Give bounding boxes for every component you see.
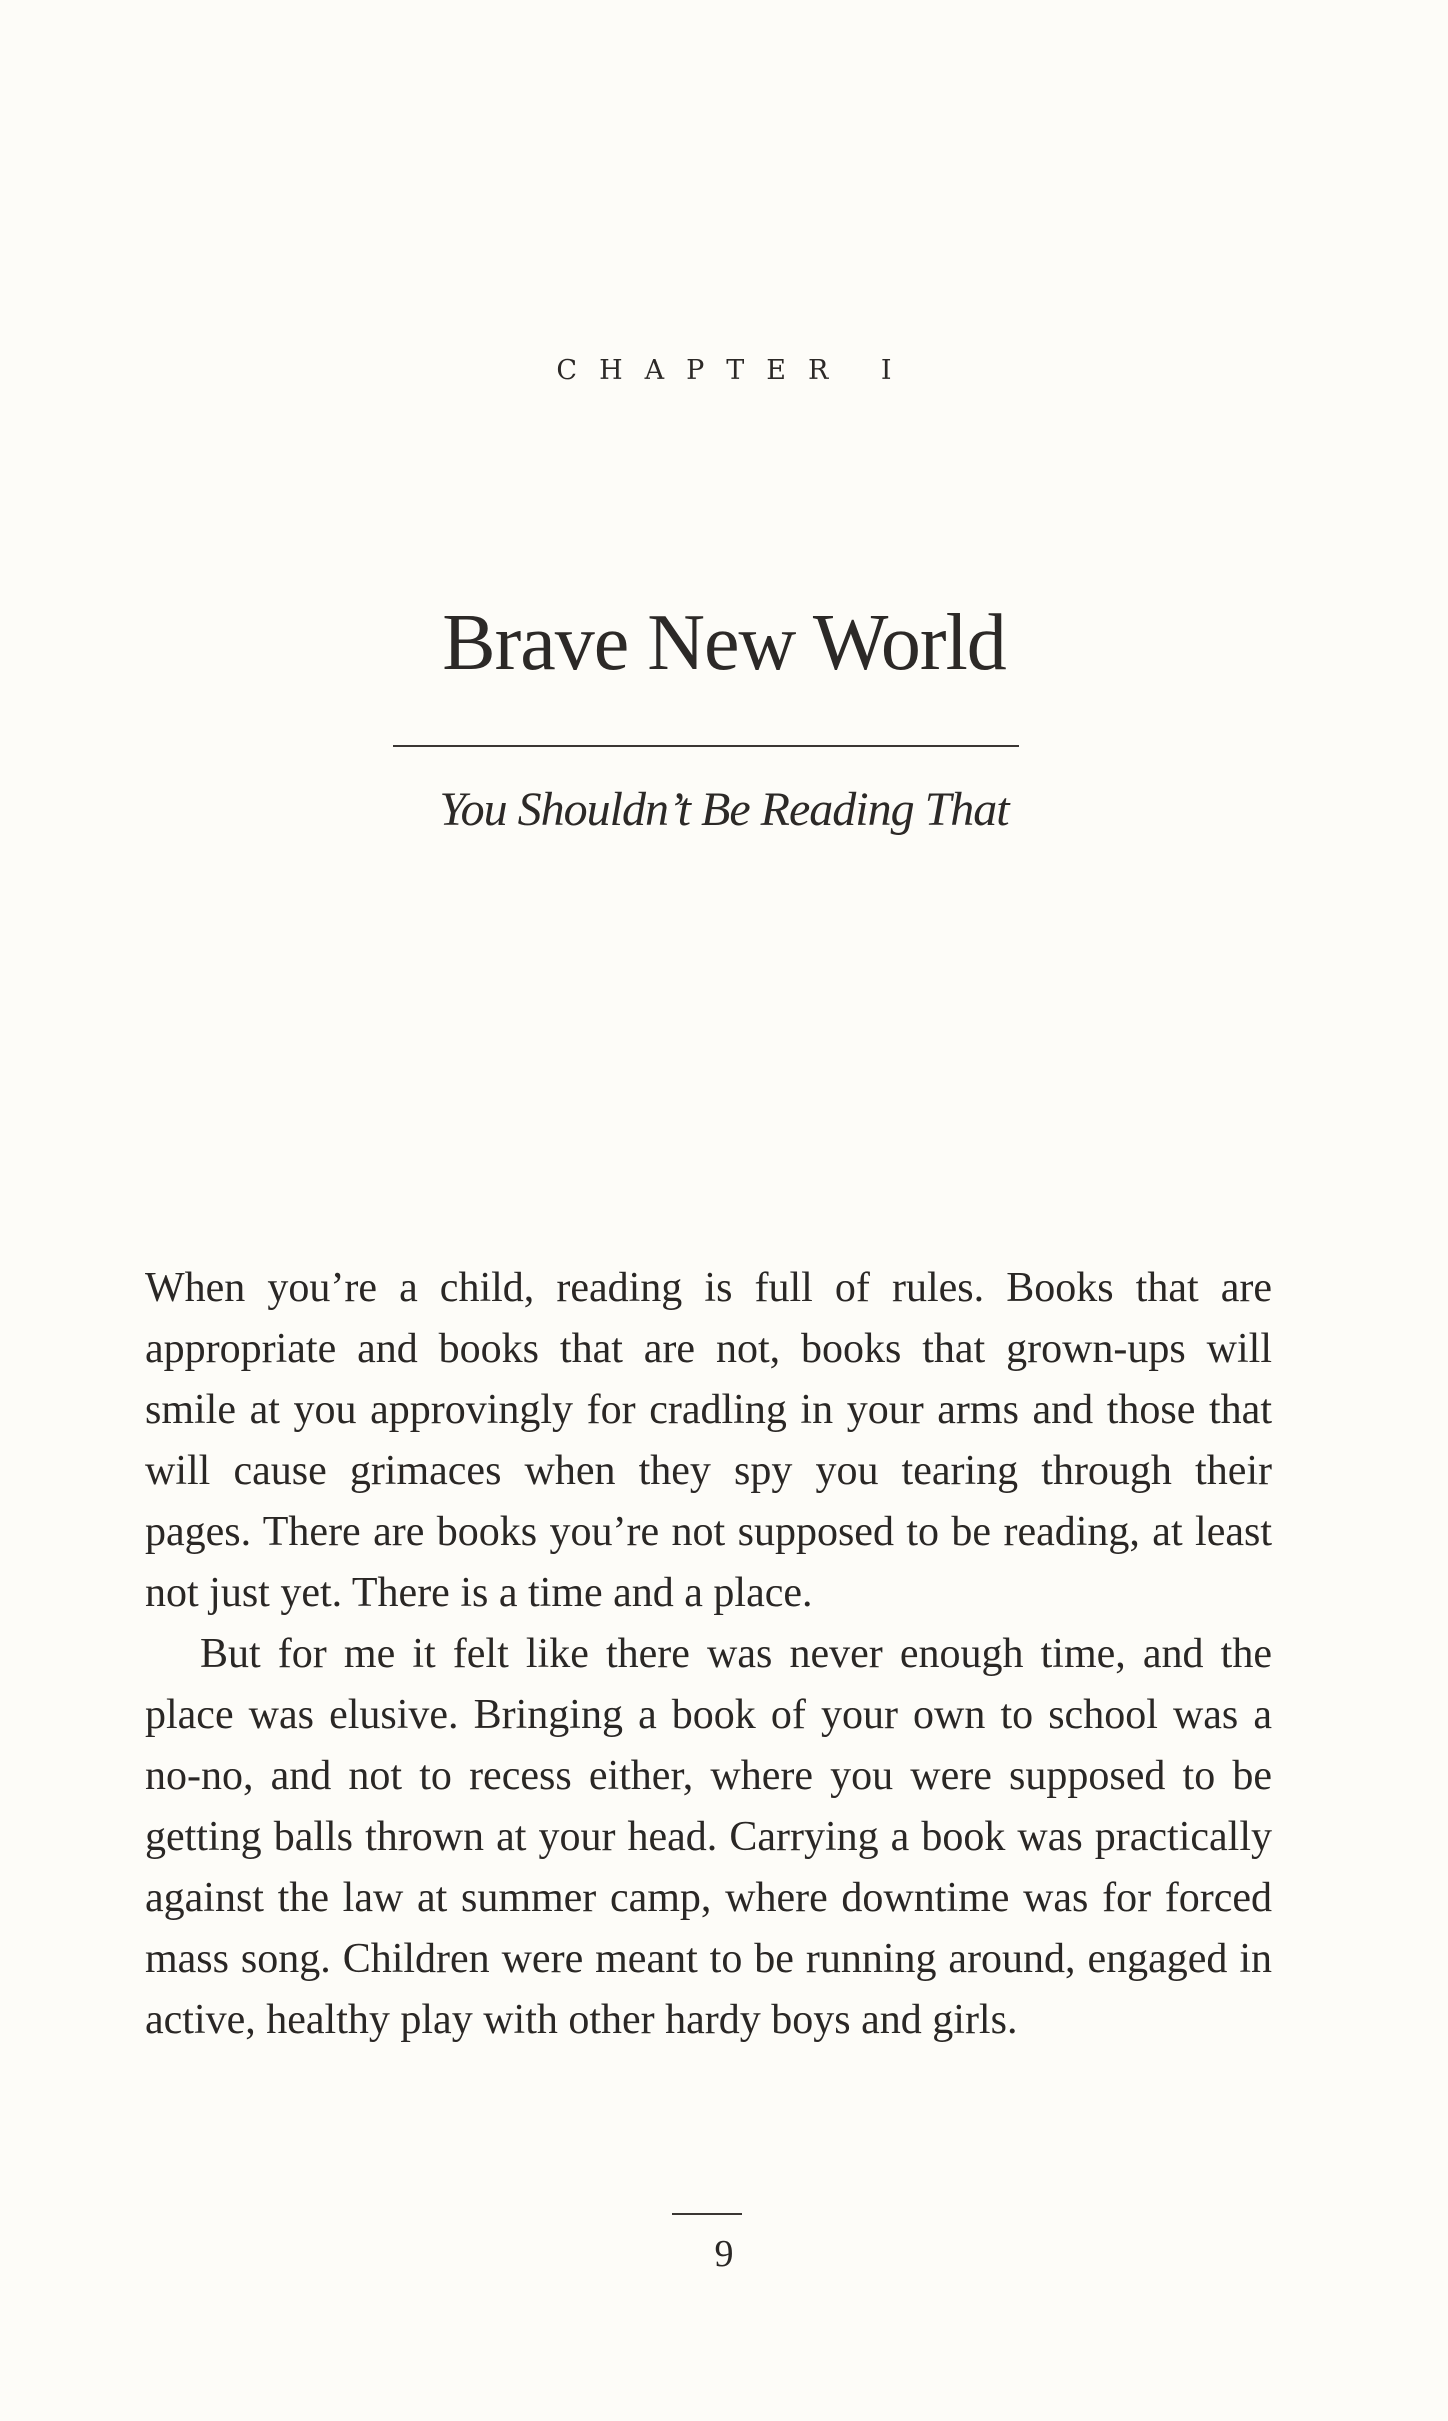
chapter-title: Brave New World	[442, 599, 1006, 687]
page-number: 9	[714, 2233, 734, 2275]
paragraph: But for me it felt like there was never enough time, and the place was elusive. Bringing a book of your own to school was a no-no, and not to recess either, where you were supposed to be getting balls thrown at your head. Carrying a book was practically against the law at summer camp, where downtime was for forced mass song. Children were meant to be running around, engaged in active, healthy play with other hardy boys and girls.	[145, 1631, 1272, 2043]
chapter-subtitle: You Shouldn’t Be Reading That	[439, 783, 1009, 836]
chapter-label: CHAPTER I	[556, 355, 914, 386]
folio-divider	[672, 2213, 742, 2215]
paragraph: When you’re a child, reading is full of rules. Books that are appropriate and books that are not, books that grown-ups will smile at you approvingly for cradling in your arms and those that will cause grimaces when they spy you tearing through their pages. There are books you’re not supposed to be reading, at least not just yet. There is a time and a place.	[145, 1265, 1272, 1616]
body-text	[145, 1258, 1272, 2051]
title-divider	[393, 745, 1019, 747]
